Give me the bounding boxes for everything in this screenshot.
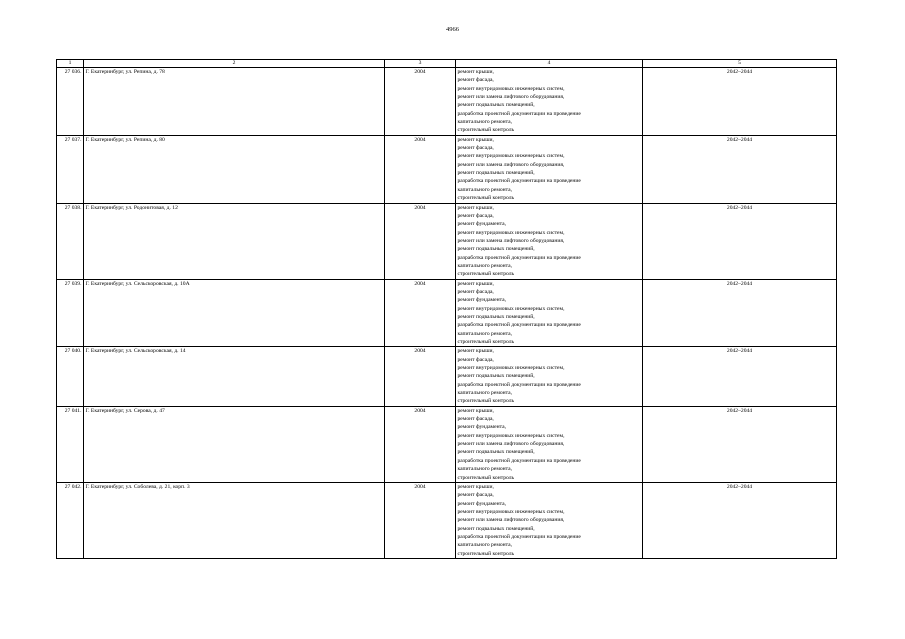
work-item: ремонт внутридомовых инженерных систем, — [457, 305, 565, 312]
column-header-number: 1 — [57, 60, 84, 68]
work-item: капитального ремонта, — [457, 262, 513, 269]
work-item: ремонт или замена лифтового оборудования, — [457, 94, 565, 101]
work-item: разработка проектной документации на проведение — [457, 110, 581, 117]
column-header-address: 2 — [84, 60, 385, 68]
row-number: 27 037. — [57, 135, 84, 203]
row-period: 2042–2044 — [643, 347, 837, 406]
row-address: Г. Екатеринбург, ул. Родонитовая, д. 12 — [84, 203, 385, 279]
work-item: ремонт внутридомовых инженерных систем, — [457, 153, 565, 160]
work-item: ремонт внутридомовых инженерных систем, — [457, 85, 565, 92]
row-works-list — [456, 135, 643, 203]
work-item: ремонт крыши, — [457, 280, 494, 287]
row-works-list — [456, 406, 643, 482]
work-item: ремонт крыши, — [457, 483, 494, 490]
work-item: ремонт подвальных помещений, — [457, 449, 535, 456]
work-item: строительный контроль — [457, 271, 515, 278]
row-period: 2042–2044 — [643, 406, 837, 482]
work-item: капитального ремонта, — [457, 186, 513, 193]
work-item: ремонт внутридомовых инженерных систем, — [457, 432, 565, 439]
table-row — [57, 406, 837, 482]
work-item: ремонт фасада, — [457, 416, 494, 423]
table-row — [57, 347, 837, 406]
work-item: ремонт крыши, — [457, 69, 494, 75]
capital-repair-table — [56, 59, 837, 559]
work-item: ремонт крыши, — [457, 348, 494, 355]
work-item: капитального ремонта, — [457, 119, 513, 126]
work-item: строительный контроль — [457, 550, 515, 557]
row-works-list — [456, 347, 643, 406]
row-period: 2042–2044 — [643, 203, 837, 279]
work-item: разработка проектной документации на проведение — [457, 457, 581, 464]
work-item: ремонт фасада, — [457, 145, 494, 152]
work-item: ремонт или замена лифтового оборудования, — [457, 441, 565, 448]
work-item: ремонт подвальных помещений, — [457, 102, 535, 109]
work-item: ремонт внутридомовых инженерных систем, — [457, 365, 565, 372]
row-number: 27 041. — [57, 406, 84, 482]
row-works-list — [456, 482, 643, 558]
row-works-list — [456, 203, 643, 279]
work-item: ремонт внутридомовых инженерных систем, — [457, 229, 565, 236]
row-address: Г. Екатеринбург, ул. Серова, д. 47 — [84, 406, 385, 482]
work-item: разработка проектной документации на проведение — [457, 254, 581, 261]
row-number: 27 036. — [57, 68, 84, 136]
row-number: 27 042. — [57, 482, 84, 558]
work-item: строительный контроль — [457, 398, 515, 405]
work-item: разработка проектной документации на проведение — [457, 178, 581, 185]
work-item: ремонт или замена лифтового оборудования, — [457, 517, 565, 524]
row-works-list — [456, 68, 643, 136]
work-item: разработка проектной документации на проведение — [457, 322, 581, 329]
work-item: ремонт фундамента, — [457, 221, 506, 228]
work-item: ремонт крыши, — [457, 204, 494, 211]
work-item: ремонт подвальных помещений, — [457, 170, 535, 177]
row-number: 27 038. — [57, 203, 84, 279]
work-item: ремонт фасада, — [457, 212, 494, 219]
work-item: ремонт подвальных помещений, — [457, 525, 535, 532]
table-row — [57, 279, 837, 347]
work-item: ремонт фасада, — [457, 288, 494, 295]
work-item: капитального ремонта, — [457, 330, 513, 337]
work-item: строительный контроль — [457, 127, 515, 134]
row-address: Г. Екатеринбург, ул. Сельскоровская, д. 14 — [84, 347, 385, 406]
work-item: строительный контроль — [457, 474, 515, 481]
work-item: ремонт подвальных помещений, — [457, 246, 535, 253]
work-item: ремонт фундамента, — [457, 297, 506, 304]
work-item: ремонт крыши, — [457, 136, 494, 143]
row-address: Г. Екатеринбург, ул. Соболева, д. 21, корп. 3 — [84, 482, 385, 558]
row-year: 2004 — [385, 406, 456, 482]
column-header-year: 3 — [385, 60, 456, 68]
row-period: 2042–2044 — [643, 135, 837, 203]
table-header-row — [57, 60, 837, 68]
row-period: 2042–2044 — [643, 68, 837, 136]
work-item: ремонт фундамента, — [457, 424, 506, 431]
row-address: Г. Екатеринбург, ул. Репина, д. 78 — [84, 68, 385, 136]
work-item: разработка проектной документации на проведение — [457, 533, 581, 540]
work-item: капитального ремонта, — [457, 542, 513, 549]
row-year: 2004 — [385, 135, 456, 203]
work-item: ремонт внутридомовых инженерных систем, — [457, 508, 565, 515]
row-year: 2004 — [385, 203, 456, 279]
table-row — [57, 135, 837, 203]
work-item: ремонт подвальных помещений, — [457, 373, 535, 380]
row-number: 27 039. — [57, 279, 84, 347]
work-item: строительный контроль — [457, 195, 515, 202]
row-address: Г. Екатеринбург, ул. Репина, д. 80 — [84, 135, 385, 203]
work-item: ремонт фасада, — [457, 77, 494, 84]
table-row — [57, 203, 837, 279]
row-number: 27 040. — [57, 347, 84, 406]
page-number: 4966 — [446, 26, 459, 33]
row-works-list — [456, 279, 643, 347]
work-item: ремонт фасада, — [457, 356, 494, 363]
row-year: 2004 — [385, 347, 456, 406]
work-item: капитального ремонта, — [457, 390, 513, 397]
work-item: ремонт подвальных помещений, — [457, 313, 535, 320]
row-year: 2004 — [385, 279, 456, 347]
table-row — [57, 482, 837, 558]
work-item: ремонт фасада, — [457, 492, 494, 499]
work-item: ремонт крыши, — [457, 407, 494, 414]
row-period: 2042–2044 — [643, 482, 837, 558]
work-item: ремонт или замена лифтового оборудования, — [457, 237, 565, 244]
table-row — [57, 68, 837, 136]
work-item: строительный контроль — [457, 339, 515, 345]
column-header-works: 4 — [456, 60, 643, 68]
work-item: разработка проектной документации на проведение — [457, 381, 581, 388]
row-period: 2042–2044 — [643, 279, 837, 347]
table-body — [57, 68, 837, 559]
work-item: ремонт фундамента, — [457, 500, 506, 507]
row-year: 2004 — [385, 482, 456, 558]
column-header-period: 5 — [643, 60, 837, 68]
work-item: ремонт или замена лифтового оборудования, — [457, 161, 565, 168]
work-item: капитального ремонта, — [457, 466, 513, 473]
row-year: 2004 — [385, 68, 456, 136]
row-address: Г. Екатеринбург, ул. Сельскоровская, д. 10А — [84, 279, 385, 347]
